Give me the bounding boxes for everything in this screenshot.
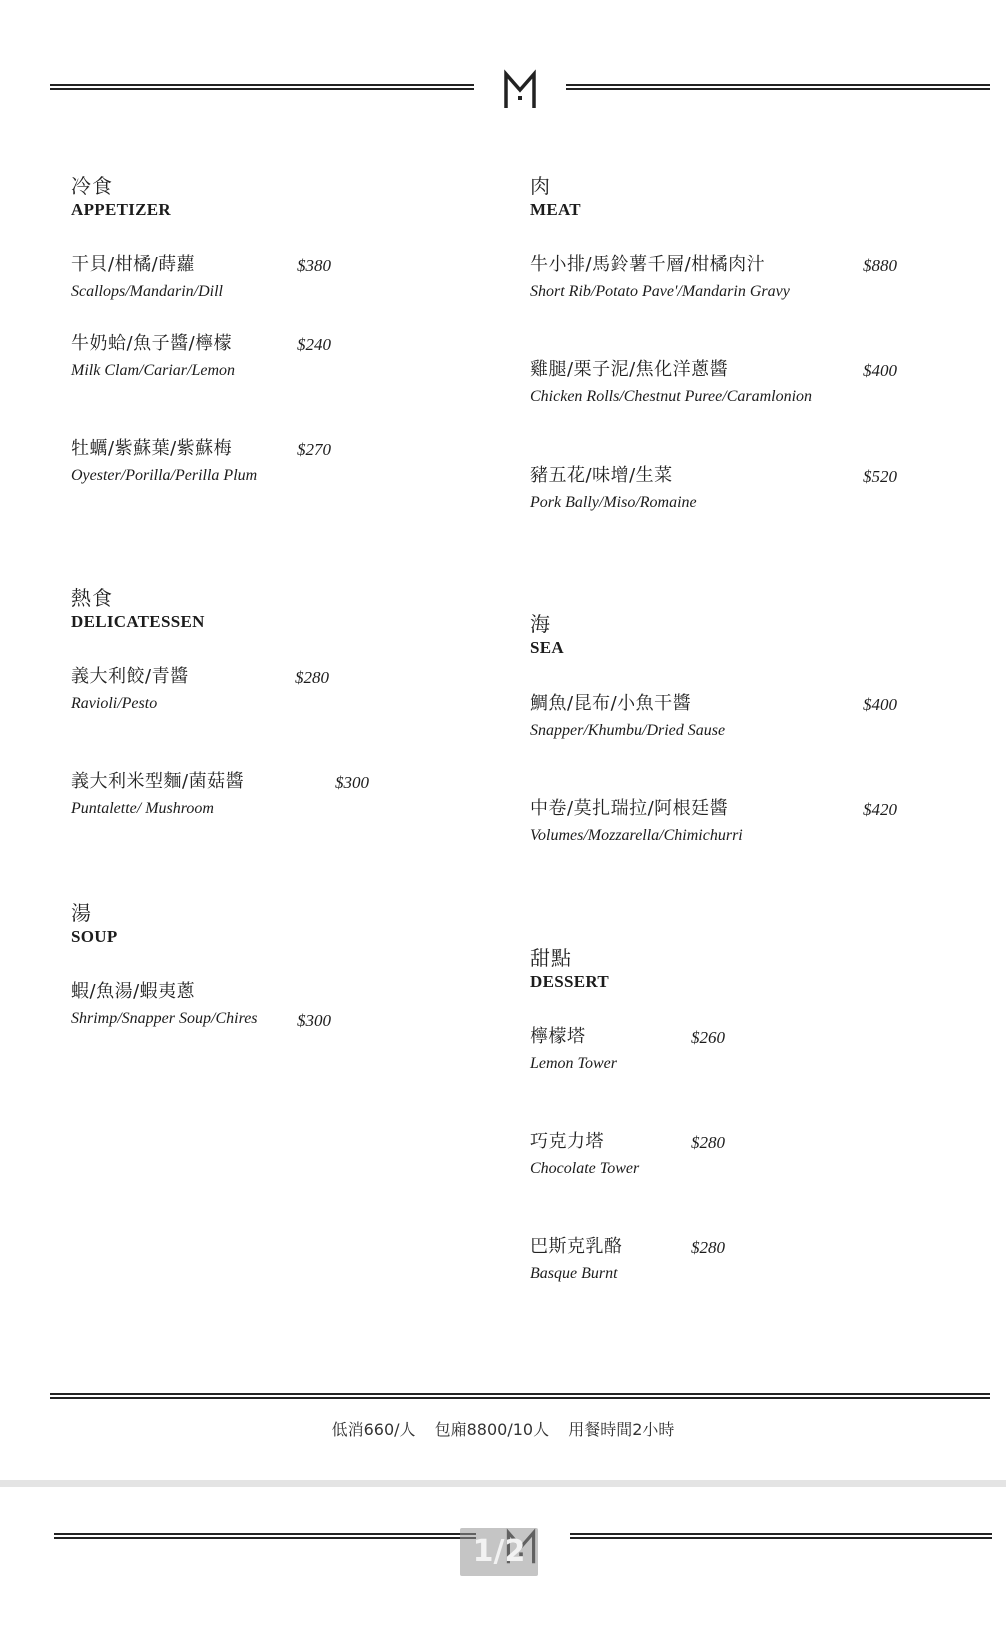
- section-en: SOUP: [71, 927, 118, 946]
- section-delicatessen: [71, 585, 205, 633]
- item-name-zh: 巧克力塔: [530, 1131, 604, 1152]
- section-zh: 海: [530, 612, 551, 636]
- item-name-en: Oyester/Porilla/Perilla Plum: [71, 467, 258, 484]
- item-name-en: Shrimp/Snapper Soup/Chires: [71, 1010, 258, 1027]
- item-name-zh: 檸檬塔: [530, 1026, 586, 1047]
- section-en: APPETIZER: [71, 200, 171, 219]
- item-name-en: Ravioli/Pesto: [71, 695, 158, 712]
- item-price: $400: [863, 695, 897, 714]
- section-zh: 熱食: [71, 586, 113, 610]
- item-name-en: Chocolate Tower: [530, 1160, 640, 1177]
- menu-item: [71, 253, 223, 303]
- item-price: $270: [297, 440, 331, 459]
- menu-item: [71, 770, 244, 820]
- section-appetizer: [71, 173, 171, 221]
- menu-item: [530, 692, 725, 742]
- section-en: MEAT: [530, 200, 581, 219]
- item-name-zh: 牛奶蛤/魚子醬/檸檬: [71, 333, 233, 354]
- item-name-zh: 義大利餃/青醬: [71, 666, 189, 687]
- footer-note: [0, 1417, 1006, 1440]
- m-logo-icon: [500, 68, 540, 112]
- item-name-en: Pork Bally/Miso/Romaine: [530, 494, 697, 511]
- section-en: DELICATESSEN: [71, 612, 205, 631]
- item-name-en: Scallops/Mandarin/Dill: [71, 283, 223, 300]
- header-rule-left: [50, 84, 474, 90]
- item-price: $400: [863, 361, 897, 380]
- item-name-zh: 鯛魚/昆布/小魚干醬: [530, 693, 692, 714]
- section-zh: 肉: [530, 174, 551, 198]
- menu-item: [530, 464, 697, 514]
- item-name-zh: 中卷/莫扎瑞拉/阿根廷醬: [530, 798, 729, 819]
- page-separator: [0, 1480, 1006, 1487]
- section-meat: [530, 173, 581, 221]
- item-price: $520: [863, 467, 897, 486]
- item-name-zh: 雞腿/栗子泥/焦化洋蔥醬: [530, 359, 729, 380]
- menu-item: [530, 797, 743, 847]
- item-price: $280: [295, 668, 329, 687]
- item-name-zh: 牛小排/馬鈴薯千層/柑橘肉汁: [530, 254, 766, 275]
- section-en: DESSERT: [530, 972, 609, 991]
- item-name-en: Snapper/Khumbu/Dried Sause: [530, 722, 726, 739]
- item-name-en: Lemon Tower: [530, 1055, 617, 1072]
- item-name-zh: 牡蠣/紫蘇葉/紫蘇梅: [71, 438, 233, 459]
- section-en: SEA: [530, 638, 564, 657]
- menu-item: [71, 980, 258, 1030]
- item-name-en: Chicken Rolls/Chestnut Puree/Caramlonion: [530, 388, 813, 405]
- menu-item: [71, 665, 189, 715]
- private-room: 包廂8800/10人: [434, 1420, 550, 1439]
- dining-time: 用餐時間2小時: [568, 1420, 675, 1439]
- section-zh: 湯: [71, 901, 92, 925]
- item-name-zh: 干貝/柑橘/蒔蘿: [71, 254, 196, 275]
- section-sea: [530, 611, 564, 659]
- header-rule-right: [566, 84, 990, 90]
- item-price: $420: [863, 800, 897, 819]
- header-rule-right: [570, 1533, 992, 1539]
- item-price: $380: [297, 256, 331, 275]
- header-rule-left: [54, 1533, 476, 1539]
- min-spend: 低消660/人: [331, 1420, 416, 1439]
- item-name-zh: 義大利米型麵/菌菇醬: [71, 771, 245, 792]
- section-zh: 冷食: [71, 174, 113, 198]
- menu-item: [530, 1235, 623, 1285]
- item-price: $240: [297, 335, 331, 354]
- section-dessert: [530, 945, 609, 993]
- item-price: $300: [335, 773, 369, 792]
- menu-item: [530, 1025, 617, 1075]
- section-soup: [71, 900, 118, 948]
- menu-item: [530, 1130, 639, 1180]
- item-price: $260: [691, 1028, 725, 1047]
- item-name-zh: 蝦/魚湯/蝦夷蔥: [71, 981, 196, 1002]
- footer-rule: [50, 1393, 990, 1399]
- menu-item: [530, 253, 790, 303]
- item-name-zh: 豬五花/味增/生菜: [530, 465, 673, 486]
- item-name-en: Puntalette/ Mushroom: [71, 800, 214, 817]
- item-name-zh: 巴斯克乳酪: [530, 1236, 623, 1257]
- item-price: $300: [297, 1011, 331, 1030]
- section-zh: 甜點: [530, 946, 572, 970]
- page-indicator-badge: 1/2: [460, 1528, 538, 1576]
- item-name-en: Volumes/Mozzarella/Chimichurri: [530, 827, 743, 844]
- menu-item: [530, 358, 812, 408]
- item-price: $880: [863, 256, 897, 275]
- item-name-en: Basque Burnt: [530, 1265, 618, 1282]
- item-price: $280: [691, 1133, 725, 1152]
- item-name-en: Milk Clam/Cariar/Lemon: [71, 362, 236, 379]
- item-name-en: Short Rib/Potato Pave'/Mandarin Gravy: [530, 283, 790, 300]
- item-price: $280: [691, 1238, 725, 1257]
- menu-item: [71, 332, 235, 382]
- menu-item: [71, 437, 257, 487]
